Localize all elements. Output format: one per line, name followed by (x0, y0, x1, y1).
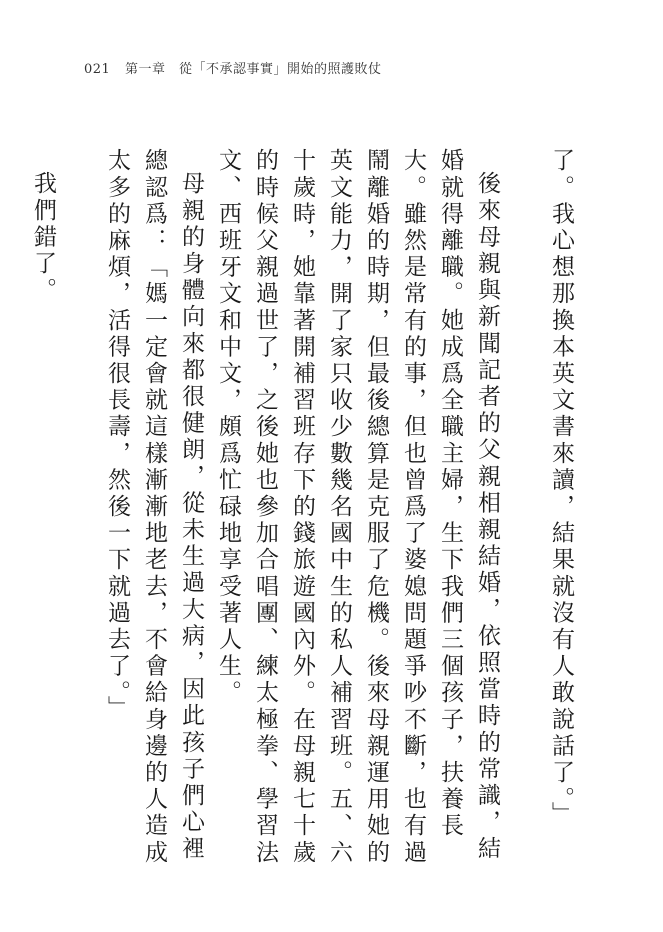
running-header (84, 58, 381, 77)
body-text (0, 148, 579, 868)
paragraph-continued: 了。我心想那換本英文書來讀，結果就沒有人敢說話了。」 (548, 148, 574, 829)
paragraph-mother-health: 母親的身體向來都很健朗，從未生過大病，因此孩子們心裡總認爲：「媽一定會就這樣漸漸地老去，不會給身邊的人造成太多的麻煩，活得很長壽，然後一下就過去了。」 (104, 148, 204, 867)
paragraph-we-were-wrong: 我們錯了。 (30, 171, 56, 304)
chapter-title: 第一章 從「不承認事實」開始的照護敗仗 (124, 62, 382, 77)
paragraph-parents-marriage: 後來母親與新聞記者的父親相親結婚，依照當時的常識，結婚就得離職。她成爲全職主婦，生下我們三個孩子，扶養長大。雖然是常有的事，但也曾爲了婆媳問題爭吵不斷，也有過鬧離婚的時期，但最後總算是克服了危機。後來母親運用她的英文能力，開了家只收少數幾名國中生的私人補習班。五、六十歲時，她靠著開補習班存下的錢旅遊國內外。在母親七十歲的時候父親過世了，之後她也參加合唱團、練太極拳、學習法文、西班牙文和中文，頗爲忙碌地享受著人生。 (215, 148, 500, 867)
page-number: 021 (84, 62, 111, 77)
